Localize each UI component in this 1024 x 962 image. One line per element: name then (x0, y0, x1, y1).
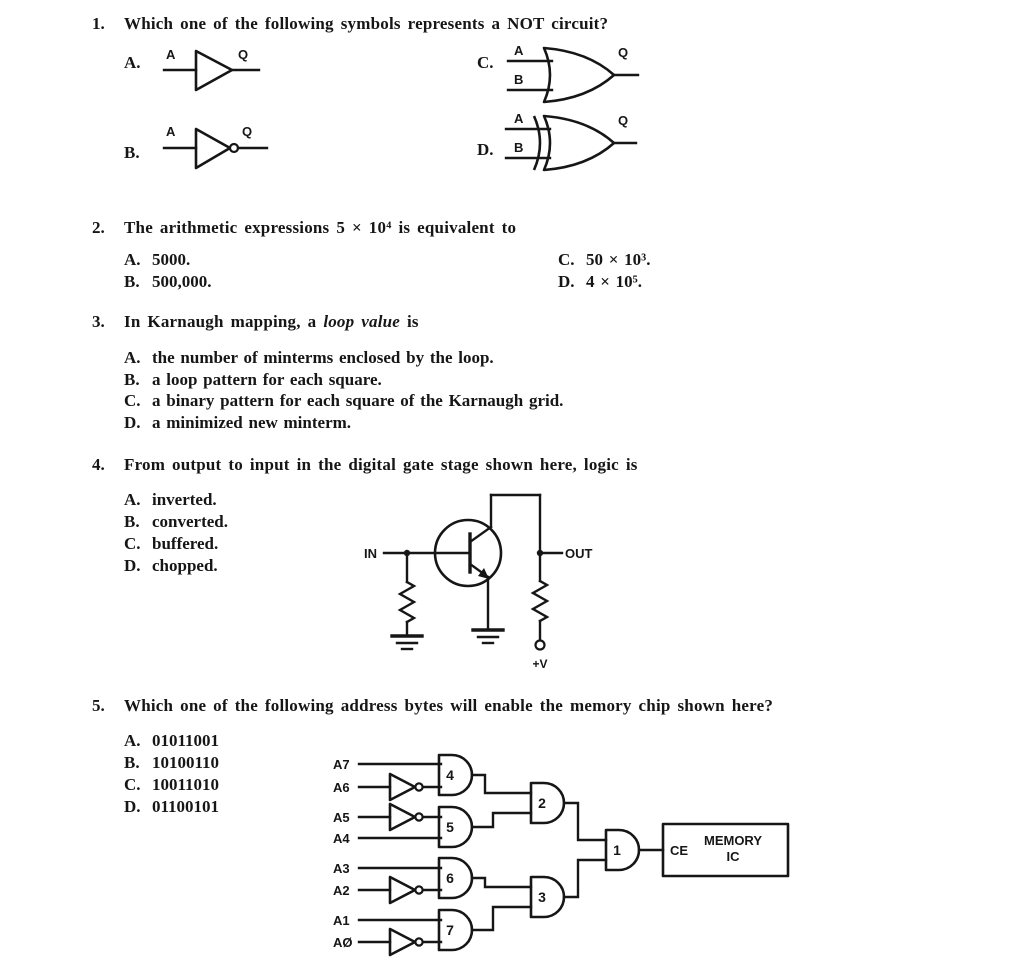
question-3-text-prefix: In Karnaugh mapping, a (124, 312, 324, 331)
gate-output-label: Q (618, 113, 629, 128)
memory-ic-box (663, 824, 788, 876)
address-decoder-diagram (333, 750, 808, 962)
gate-input-a-label: A (514, 43, 524, 58)
gate-6-label: 6 (446, 870, 454, 886)
input-label-a5: A5 (333, 810, 350, 825)
input-label-a4: A4 (333, 831, 350, 846)
or-body (544, 48, 614, 102)
question-2-number: 2. (92, 218, 105, 237)
question-4-text: From output to input in the digital gate stage shown here, logic is (124, 455, 638, 474)
q3-option-a (124, 348, 494, 368)
question-1 (92, 14, 608, 34)
q2-option-a-text: 5000. (152, 250, 191, 269)
question-2-text: The arithmetic expressions 5 × 10⁴ is equivalent to (124, 218, 517, 237)
q5-option-b-letter: B. (124, 753, 140, 772)
q2-option-d (558, 272, 642, 292)
inverter-gate-diagram (162, 122, 272, 172)
load-resistor (533, 553, 547, 640)
q5-option-d-letter: D. (124, 797, 141, 816)
gate-3-label: 3 (538, 889, 546, 905)
question-2 (92, 218, 516, 238)
q4-option-b (124, 512, 228, 532)
q4-option-c-text: buffered. (152, 534, 219, 553)
q3-option-a-text: the number of minterms enclosed by the loop. (152, 348, 494, 367)
ground-symbol-middle (473, 630, 503, 643)
question-5-text: Which one of the following address bytes will enable the memory chip shown here? (124, 696, 774, 715)
supply-terminal (536, 641, 545, 650)
buffer-gate-diagram (162, 46, 262, 96)
g2-to-g1-wire (564, 803, 606, 840)
a0-inverter (359, 929, 441, 955)
gate-2-label: 2 (538, 795, 546, 811)
q3-option-b-letter: B. (124, 370, 140, 389)
gate-input-label: A (166, 124, 176, 139)
gate-4-label: 4 (446, 767, 454, 783)
q1-option-d-letter: D. (477, 140, 494, 159)
question-3 (92, 312, 419, 332)
q1-option-b-letter: B. (124, 143, 140, 162)
q2-option-c (558, 250, 651, 270)
gate-1-label: 1 (613, 842, 621, 858)
q5-option-d (124, 797, 219, 817)
q5-option-d-text: 01100101 (152, 797, 220, 816)
xor-body (544, 116, 614, 170)
q3-option-b (124, 370, 382, 390)
q1-option-c-letter: C. (477, 53, 494, 72)
q4-option-c (124, 534, 218, 554)
q2-option-d-letter: D. (558, 272, 575, 291)
q4-option-b-letter: B. (124, 512, 140, 531)
question-4 (92, 455, 638, 475)
q4-option-a (124, 490, 217, 510)
input-label-a1: A1 (333, 913, 350, 928)
q2-option-a (124, 250, 190, 270)
input-label-a2: A2 (333, 883, 350, 898)
input-label-a0: AØ (333, 935, 353, 950)
q2-option-b-text: 500,000. (152, 272, 212, 291)
or-gate-diagram (500, 42, 640, 108)
q5-option-a (124, 731, 219, 751)
q3-option-c (124, 391, 563, 411)
q5-option-a-letter: A. (124, 731, 141, 750)
question-1-text: Which one of the following symbols represents a NOT circuit? (124, 14, 609, 33)
gate-input-a-label: A (514, 111, 524, 126)
q5-option-c (124, 775, 219, 795)
out-label: OUT (565, 546, 593, 561)
q3-option-c-letter: C. (124, 391, 141, 410)
g7-to-g3-wire (472, 907, 531, 930)
q5-option-a-text: 01011001 (152, 731, 220, 750)
collector-wire (491, 495, 540, 553)
q4-option-c-letter: C. (124, 534, 141, 553)
gate-output-label: Q (242, 124, 253, 139)
and-gate-5 (439, 807, 472, 847)
q1-option-a (124, 53, 152, 73)
q2-option-b-letter: B. (124, 272, 140, 291)
memory-ic-label-line1: MEMORY (703, 833, 763, 848)
and-gate-2 (531, 783, 564, 823)
input-label-a3: A3 (333, 861, 350, 876)
question-3-text-suffix: is (400, 312, 419, 331)
q3-option-c-text: a binary pattern for each square of the Karnaugh grid. (152, 391, 564, 410)
g5-to-g2-wire (472, 813, 531, 827)
q2-option-a-letter: A. (124, 250, 141, 269)
ground-symbol-left (392, 636, 422, 649)
q2-option-c-letter: C. (558, 250, 575, 269)
question-3-text (124, 312, 419, 332)
gate-7-label: 7 (446, 922, 454, 938)
q4-option-d (124, 556, 218, 576)
q3-option-a-letter: A. (124, 348, 141, 367)
gate-5-label: 5 (446, 819, 454, 835)
buffer-triangle (196, 51, 232, 90)
q4-option-b-text: converted. (152, 512, 229, 531)
q2-option-d-text: 4 × 10⁵. (586, 272, 643, 291)
xor-gate-diagram (498, 110, 638, 176)
input-label-a6: A6 (333, 780, 350, 795)
q1-option-a-letter: A. (124, 53, 141, 72)
and-gate-4 (439, 755, 472, 795)
q3-option-d-letter: D. (124, 413, 141, 432)
q4-option-d-text: chopped. (152, 556, 218, 575)
gate-input-label: A (166, 47, 176, 62)
q4-option-d-letter: D. (124, 556, 141, 575)
a2-inverter (359, 877, 441, 903)
a5-inverter (359, 804, 441, 830)
a6-inverter (359, 774, 441, 800)
gate-input-b-label: B (514, 140, 524, 155)
supply-label: +V (532, 657, 548, 671)
q3-option-d (124, 413, 351, 433)
input-label-a7: A7 (333, 757, 350, 772)
q2-option-b (124, 272, 212, 292)
g3-to-g1-wire (564, 860, 606, 897)
question-3-number: 3. (92, 312, 105, 331)
q5-option-c-text: 10011010 (152, 775, 220, 794)
in-label: IN (364, 546, 377, 561)
q5-option-b (124, 753, 219, 773)
q5-option-c-letter: C. (124, 775, 141, 794)
question-5-number: 5. (92, 696, 105, 715)
memory-ic-label-line2: IC (726, 849, 740, 864)
question-1-number: 1. (92, 14, 105, 33)
q1-option-b (124, 143, 152, 163)
ce-label: CE (670, 843, 689, 858)
g6-to-g3-wire (472, 878, 531, 887)
q4-option-a-text: inverted. (152, 490, 217, 509)
g4-to-g2-wire (472, 775, 531, 793)
gate-output-label: Q (238, 47, 249, 62)
input-resistor (400, 553, 414, 636)
gate-output-label: Q (618, 45, 629, 60)
gate-input-b-label: B (514, 72, 524, 87)
transistor-stage-diagram (358, 478, 648, 690)
question-5 (92, 696, 773, 716)
q3-option-d-text: a minimized new minterm. (152, 413, 352, 432)
question-4-number: 4. (92, 455, 105, 474)
q5-option-b-text: 10100110 (152, 753, 220, 772)
q4-option-a-letter: A. (124, 490, 141, 509)
question-3-text-italic: loop value (323, 312, 401, 331)
and-gate-3 (531, 877, 564, 917)
and-gate-7 (439, 910, 472, 950)
xor-extra-arc (534, 116, 540, 170)
q3-option-b-text: a loop pattern for each square. (152, 370, 382, 389)
and-gate-1 (606, 830, 639, 870)
and-gate-6 (439, 858, 472, 898)
inverter-triangle (196, 129, 230, 168)
q2-option-c-text: 50 × 10³. (586, 250, 651, 269)
